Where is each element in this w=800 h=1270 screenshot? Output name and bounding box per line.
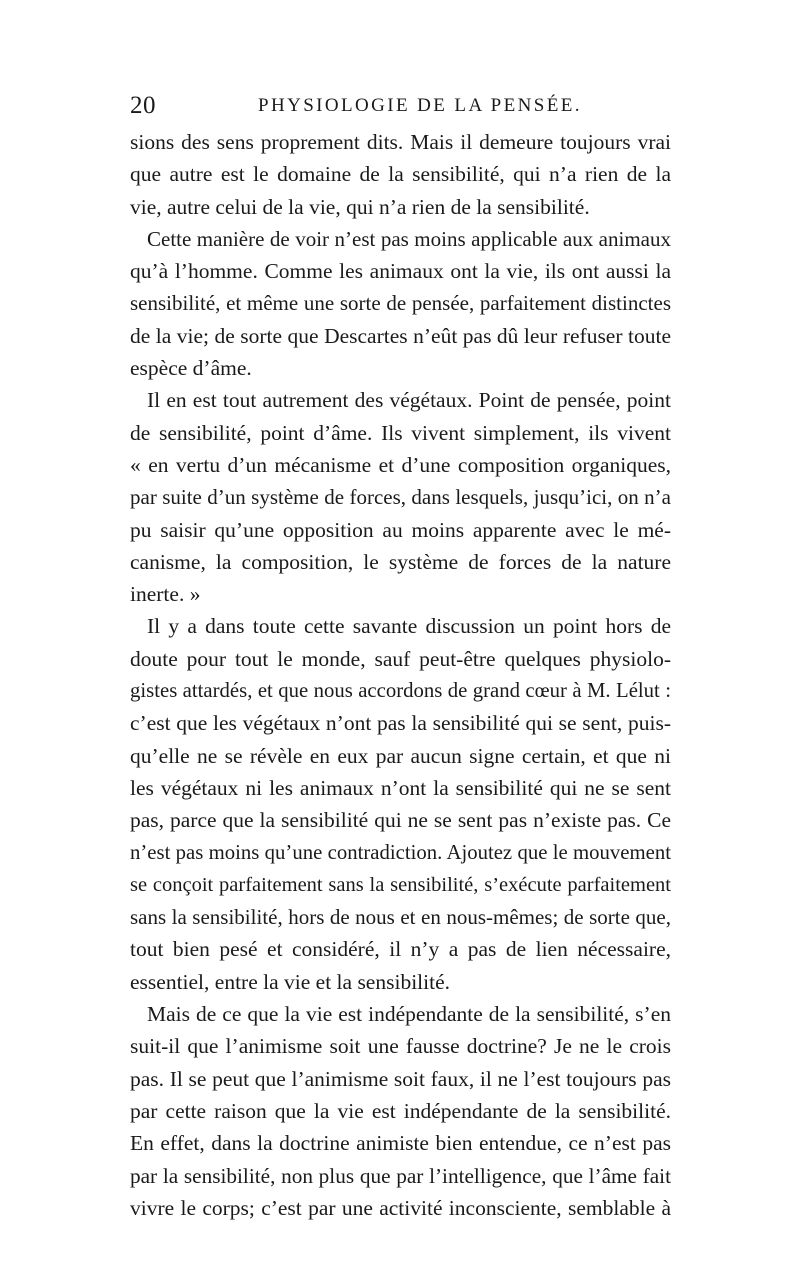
text-line: canisme, la composition, le système de forces de la nature: [130, 549, 671, 574]
running-header: [130, 92, 670, 124]
text-line: se conçoit parfaitement sans la sensibilité, s’exécute parfaitement: [130, 873, 671, 896]
text-line: pas, parce que la sensibilité qui ne se sent pas n’existe pas. Ce: [130, 808, 671, 833]
text-line: doute pour tout le monde, sauf peut-être quelques physiolo-: [130, 646, 671, 671]
text-line: Mais de ce que la vie est indépendante de la sensibilité, s’en: [147, 1002, 671, 1027]
text-line: pu saisir qu’une opposition au moins apparente avec le mé-: [130, 517, 671, 542]
text-line: c’est que les végétaux n’ont pas la sensibilité qui se sent, puis-: [130, 711, 671, 736]
text-line: inerte. »: [130, 582, 201, 607]
text-line: essentiel, entre la vie et la sensibilité.: [130, 969, 451, 994]
text-line: vie, autre celui de la vie, qui n’a rien de la sensibilité.: [130, 194, 590, 219]
text-line: pas. Il se peut que l’animisme soit faux, il ne l’est toujours pas: [130, 1066, 671, 1091]
text-line: de sensibilité, point d’âme. Ils vivent simplement, ils vivent: [130, 420, 671, 445]
text-line: n’est pas moins qu’une contradiction. Ajoutez que le mouvement: [130, 841, 671, 864]
text-line: Cette manière de voir n’est pas moins applicable aux animaux: [147, 226, 671, 251]
text-line: tout bien pesé et considéré, il n’y a pas de lien nécessaire,: [130, 937, 671, 962]
text-line: que autre est le domaine de la sensibilité, qui n’a rien de la: [130, 162, 671, 187]
text-line: qu’elle ne se révèle en eux par aucun signe certain, et que ni: [130, 743, 671, 768]
text-line: sions des sens proprement dits. Mais il demeure toujours vrai: [130, 130, 671, 154]
text-line: vivre le corps; c’est par une activité inconsciente, semblable à: [130, 1195, 671, 1220]
running-title: PHYSIOLOGIE DE LA PENSÉE.: [258, 95, 582, 116]
text-line: sans la sensibilité, hors de nous et en nous-mêmes; de sorte que,: [130, 905, 671, 930]
text-line: les végétaux ni les animaux n’ont la sensibilité qui ne se sent: [130, 775, 671, 800]
text-line: Il y a dans toute cette savante discussion un point hors de: [147, 614, 671, 639]
text-line: gistes attardés, et que nous accordons de grand cœur à M. Lélut :: [130, 680, 671, 703]
text-line: En effet, dans la doctrine animiste bien entendue, ce n’est pas: [130, 1131, 671, 1156]
page-number: 20: [130, 92, 156, 119]
text-line: par la sensibilité, non plus que par l’intelligence, que l’âme fait: [130, 1163, 671, 1188]
text-line: par suite d’un système de forces, dans lesquels, jusqu’ici, on n’a: [130, 485, 671, 510]
text-line: sensibilité, et même une sorte de pensée, parfaitement distinctes: [130, 291, 671, 316]
text-line: suit-il que l’animisme soit une fausse doctrine? Je ne le crois: [130, 1034, 671, 1059]
text-line: Il en est tout autrement des végétaux. Point de pensée, point: [147, 388, 671, 413]
text-line: de la vie; de sorte que Descartes n’eût pas dû leur refuser toute: [130, 323, 671, 348]
text-line: par cette raison que la vie est indépendante de la sensibilité.: [130, 1098, 671, 1123]
body-text: [130, 126, 671, 1224]
text-line: qu’à l’homme. Comme les animaux ont la vie, ils ont aussi la: [130, 259, 671, 284]
text-line: espèce d’âme.: [130, 356, 252, 381]
text-line: « en vertu d’un mécanisme et d’une composition organiques,: [130, 452, 671, 477]
